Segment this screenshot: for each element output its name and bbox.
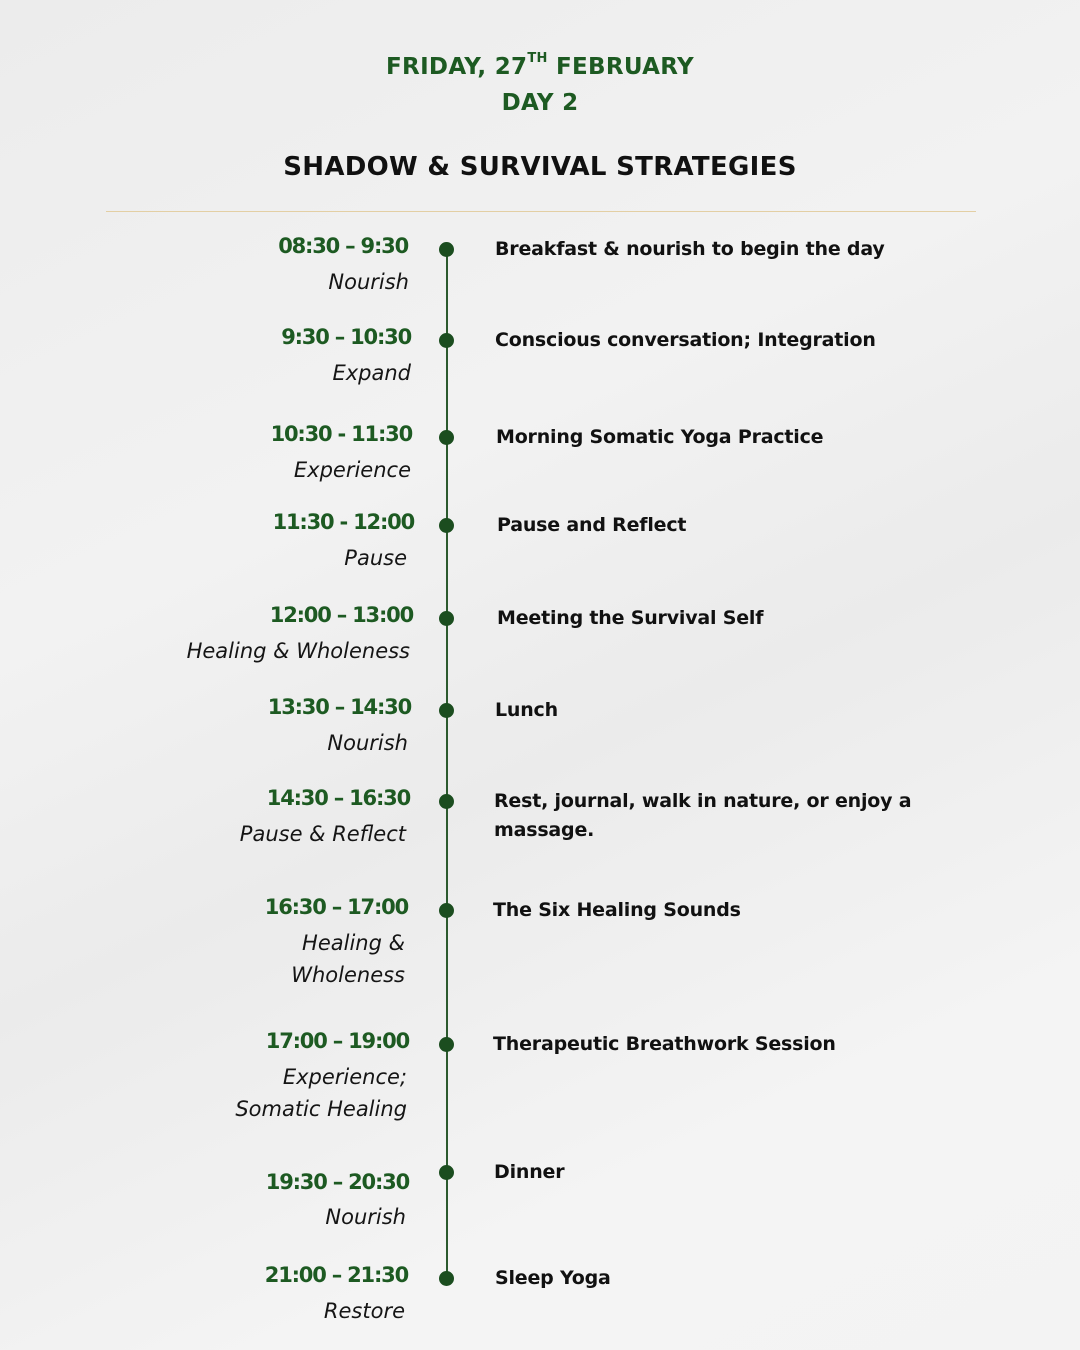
schedule-event [0, 603, 1080, 663]
timeline-dot [439, 1165, 454, 1180]
event-activity: Dinner [494, 1161, 565, 1183]
event-category-line: Experience; [282, 1065, 407, 1089]
timeline-dot [439, 703, 454, 718]
timeline-dot [439, 333, 454, 348]
timeline-dot [439, 1271, 454, 1286]
event-time: 10:30 - 11:30 [270, 422, 412, 446]
event-time: 14:30 – 16:30 [266, 786, 410, 810]
schedule-event [0, 234, 1080, 294]
schedule-event [0, 895, 1080, 987]
date-prefix: FRIDAY, 27 [386, 54, 528, 80]
date-heading [0, 51, 1080, 80]
event-category-line: Nourish [327, 731, 408, 755]
event-category [344, 542, 407, 574]
event-category-line: Restore [323, 1299, 405, 1323]
event-time: 11:30 - 12:00 [272, 510, 414, 534]
event-time: 9:30 – 10:30 [281, 325, 411, 349]
event-activity: Conscious conversation; Integration [495, 329, 876, 351]
event-time: 08:30 – 9:30 [278, 234, 408, 258]
timeline-dot [439, 430, 454, 445]
event-category-line: Pause [344, 546, 407, 570]
event-category-line: Nourish [328, 270, 409, 294]
page-title: SHADOW & SURVIVAL STRATEGIES [283, 152, 797, 182]
event-category-line: Healing & Wholeness [186, 639, 410, 663]
event-category-line: Nourish [325, 1205, 406, 1229]
event-category [324, 1295, 405, 1327]
header-divider [106, 211, 976, 212]
event-category [235, 1061, 407, 1125]
schedule-event [0, 510, 1080, 570]
date-ordinal-suffix: TH [527, 51, 548, 67]
schedule-event [0, 786, 1080, 846]
event-category-line: Healing & [302, 931, 405, 955]
event-time: 16:30 – 17:00 [264, 895, 408, 919]
timeline-line [446, 250, 448, 1280]
event-time: 13:30 – 14:30 [267, 695, 411, 719]
event-category [327, 727, 408, 759]
event-category [240, 818, 406, 850]
event-activity: Lunch [495, 699, 558, 721]
event-activity: Therapeutic Breathwork Session [493, 1033, 836, 1055]
schedule-event [0, 1263, 1080, 1323]
timeline-dot [439, 611, 454, 626]
event-category [187, 635, 410, 667]
timeline-dot [439, 242, 454, 257]
event-activity: Morning Somatic Yoga Practice [496, 426, 824, 448]
event-activity: Breakfast & nourish to begin the day [495, 238, 885, 260]
event-activity: Meeting the Survival Self [497, 607, 764, 629]
event-activity: The Six Healing Sounds [493, 899, 741, 921]
timeline-dot [439, 518, 454, 533]
event-category [325, 1201, 406, 1233]
event-category-line: Wholeness [291, 963, 405, 987]
event-category [294, 454, 411, 486]
event-category-line: Experience [293, 458, 411, 482]
event-time: 21:00 – 21:30 [264, 1263, 408, 1287]
timeline-dot [439, 903, 454, 918]
event-activity: Pause and Reflect [497, 514, 687, 536]
timeline-dot [439, 1037, 454, 1052]
schedule-event [0, 1029, 1080, 1121]
date-month: FEBRUARY [547, 54, 694, 80]
schedule-event [0, 1161, 1080, 1229]
day-heading: DAY 2 [501, 90, 579, 116]
event-activity: Rest, journal, walk in nature, or enjoy a massage. [494, 790, 912, 841]
event-category-line: Somatic Healing [235, 1097, 407, 1121]
schedule-event [0, 422, 1080, 482]
event-category [332, 357, 411, 389]
event-category [328, 266, 409, 298]
event-category [291, 927, 405, 991]
schedule-event [0, 695, 1080, 755]
event-time: 19:30 – 20:30 [265, 1170, 409, 1194]
event-category-line: Expand [332, 361, 411, 385]
event-time: 17:00 – 19:00 [265, 1029, 409, 1053]
schedule-event [0, 325, 1080, 385]
event-activity: Sleep Yoga [495, 1267, 611, 1289]
timeline-dot [439, 794, 454, 809]
event-category-line: Pause & Reflect [239, 822, 406, 846]
event-time: 12:00 – 13:00 [269, 603, 413, 627]
